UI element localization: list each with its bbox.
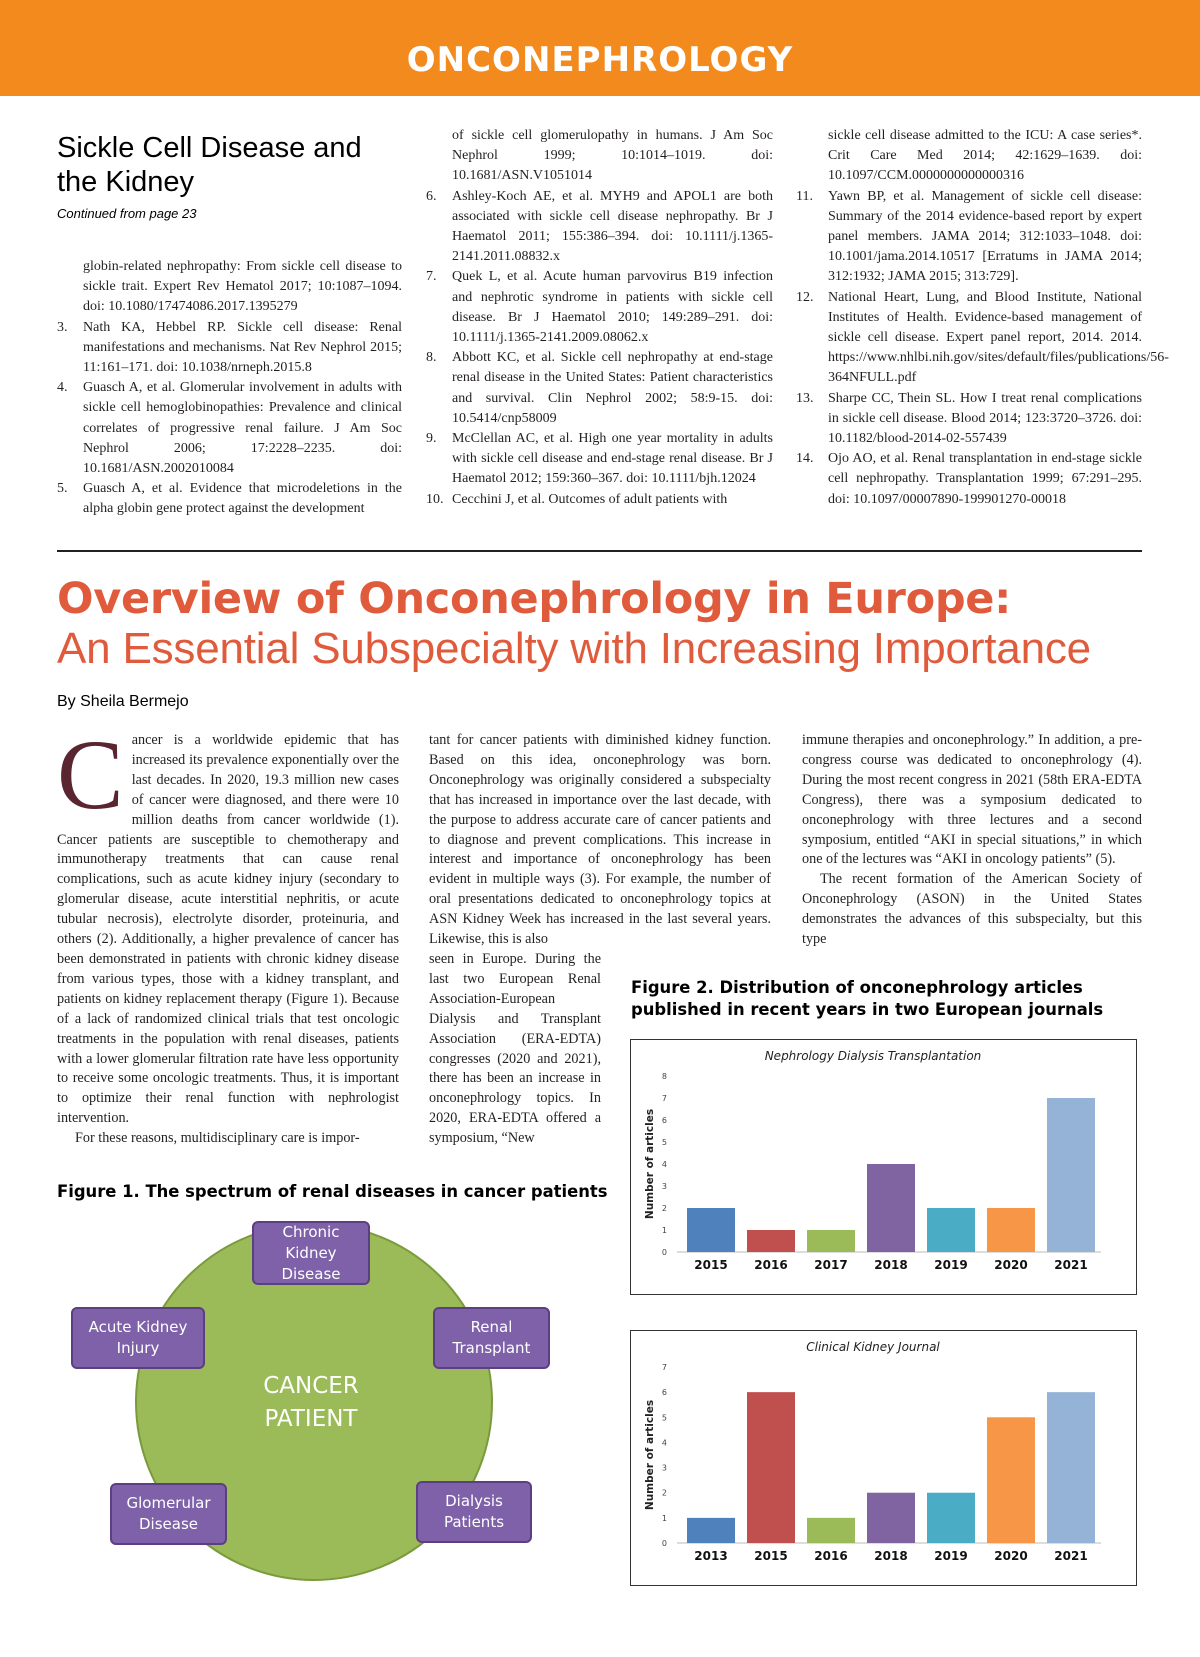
continued-article-title: Sickle Cell Disease and the Kidney bbox=[57, 132, 362, 198]
bar-2015 bbox=[687, 1208, 735, 1252]
body-paragraph: seen in Europe. During the last two European Renal Association-European Dialysis and Transplant Association (ERA-EDTA) congresses (2020 and 2021), there has been an increase in onconephrology topics. In 2020, ERA-EDTA offered a symposium, “New bbox=[429, 951, 601, 1147]
reference-text: Sharpe CC, Thein SL. How I treat renal complications in sickle cell disease. Blood 2014; 123:3720–3726. doi: 10.1182/blood-2014-02-557439 bbox=[828, 390, 1142, 447]
reference-text: Quek L, et al. Acute human parvovirus B19 infection and nephrotic syndrome in patients with sickle cell disease. Br J Haematol 2010; 149:289–291. doi: 10.1111/j.1365-2141.2009.08062.x bbox=[452, 269, 773, 346]
reference-text: of sickle cell glomerulopathy in humans. J Am Soc Nephrol 1999; 10:1014–1019. doi: 10.1681/ASN.V1051014 bbox=[452, 128, 773, 184]
chart-ndt bbox=[631, 1040, 1135, 1293]
reference-text: Yawn BP, et al. Management of sickle cell disease: Summary of the 2014 evidence-based report by expert panel members. JAMA 2014; 312:1033–1048. doi: 10.1001/jama.2014.10517 [Erratums in JAMA 2014; 312:1932; JAMA 2015; 313:729]. bbox=[828, 188, 1142, 285]
bar-2013 bbox=[687, 1518, 735, 1543]
y-tick-label: 6 bbox=[661, 1116, 667, 1125]
body-paragraph: ancer is a worldwide epidemic that has increased its prevalence exponentially over the last decades. In 2020, 19.3 million new cases of cancer were diagnosed, and there were 10 million deaths from cancer worldwide (1). Cancer patients are susceptible to chemotherapy and immunotherapy treatments that can cause renal complications, such as acute kidney injury (secondary to glomerular disease, acute interstitial nephritis, or acute tubular necrosis), electrolyte disorder, proteinuria, and others (2). Additionally, a higher prevalence of cancer has been demonstrated in patients with chronic kidney disease from various types, those with a kidney transplant, and patients on kidney replacement therapy (Figure 1). Because of a lack of randomized clinical trials that test oncologic treatments in the population with renal diseases, patients with a lower glomerular filtration rate have less opportunity to receive some oncologic treatments. Thus, it is important to optimize their renal function with nephrologist intervention. bbox=[57, 732, 399, 1127]
bar-2019 bbox=[927, 1208, 975, 1252]
x-tick-label: 2017 bbox=[814, 1258, 848, 1272]
x-tick-label: 2016 bbox=[814, 1549, 848, 1563]
x-tick-label: 2020 bbox=[994, 1258, 1028, 1272]
bar-2016 bbox=[807, 1518, 855, 1543]
banner-title: ONCONEPHROLOGY bbox=[406, 40, 794, 80]
x-tick-label: 2020 bbox=[994, 1549, 1028, 1563]
y-tick-label: 1 bbox=[661, 1226, 667, 1235]
figure-1-title: Figure 1. The spectrum of renal diseases in cancer patients bbox=[57, 1182, 608, 1201]
y-tick-label: 8 bbox=[661, 1072, 667, 1081]
y-tick-label: 4 bbox=[661, 1438, 667, 1448]
reference-number: 6. bbox=[426, 188, 437, 204]
reference-number: 3. bbox=[57, 319, 68, 335]
x-tick-label: 2021 bbox=[1054, 1549, 1088, 1563]
y-tick-label: 5 bbox=[661, 1138, 667, 1147]
reference-number: 8. bbox=[426, 350, 437, 366]
figure-2-title: Figure 2. Distribution of onconephrology articles published in recent years in two European journals bbox=[631, 978, 1104, 1019]
bar-2018 bbox=[867, 1493, 915, 1543]
reference-number: 10. bbox=[426, 491, 444, 507]
y-axis-label: Number of articles bbox=[644, 1108, 656, 1220]
article-subtitle: An Essential Subspecialty with Increasing Importance bbox=[57, 624, 1091, 673]
box-chronic-kidney-disease: Chronic Kidney Disease bbox=[252, 1221, 370, 1285]
reference-text: Cecchini J, et al. Outcomes of adult patients with bbox=[452, 491, 728, 507]
y-tick-label: 2 bbox=[661, 1488, 667, 1498]
x-tick-label: 2021 bbox=[1054, 1258, 1088, 1272]
reference-number: 13. bbox=[796, 390, 814, 406]
bar-2021 bbox=[1047, 1098, 1095, 1252]
reference-text: globin-related nephropathy: From sickle cell disease to sickle trait. Expert Rev Hematol 2017; 10:1087–1094. doi: 10.1080/17474086.2017.1395279 bbox=[83, 259, 402, 315]
chart-frame-ndt bbox=[630, 1039, 1137, 1295]
chart-frame-ckj bbox=[630, 1330, 1137, 1586]
box-glomerular-disease: Glomerular Disease bbox=[110, 1483, 227, 1545]
reference-number: 12. bbox=[796, 289, 814, 305]
continued-from-note: Continued from page 23 bbox=[57, 206, 197, 221]
x-tick-label: 2016 bbox=[754, 1258, 788, 1272]
y-tick-label: 4 bbox=[661, 1160, 667, 1169]
reference-text: Ojo AO, et al. Renal transplantation in end-stage sickle cell nephropathy. Transplantation 1999; 67:291–295. doi: 10.1097/00007890-199901270-00018 bbox=[828, 451, 1142, 507]
reference-text: sickle cell disease admitted to the ICU: A case series*. Crit Care Med 2014; 42:1629–1639. doi: 10.1097/CCM.0000000000000316 bbox=[828, 128, 1142, 184]
reference-number: 7. bbox=[426, 269, 437, 285]
bar-2020 bbox=[987, 1417, 1035, 1543]
box-acute-kidney-injury: Acute Kidney Injury bbox=[71, 1307, 205, 1369]
reference-text: Nath KA, Hebbel RP. Sickle cell disease: Renal manifestations and mechanisms. Nat Rev Nephrol 2015; 11:161–171. doi: 10.1038/nrneph.2015.8 bbox=[83, 319, 402, 376]
box-renal-transplant: Renal Transplant bbox=[433, 1307, 550, 1369]
y-tick-label: 2 bbox=[661, 1204, 667, 1213]
chart-ckj bbox=[631, 1331, 1135, 1584]
drop-cap: C bbox=[57, 719, 124, 830]
bar-2015 bbox=[747, 1392, 795, 1543]
x-tick-label: 2015 bbox=[694, 1258, 728, 1272]
x-tick-label: 2013 bbox=[694, 1549, 728, 1563]
bar-2020 bbox=[987, 1208, 1035, 1252]
x-tick-label: 2019 bbox=[934, 1549, 968, 1563]
reference-number: 9. bbox=[426, 431, 437, 447]
x-tick-label: 2019 bbox=[934, 1258, 968, 1272]
reference-text: National Heart, Lung, and Blood Institute, National Institutes of Health. Evidence-based management of sickle cell disease. Expert panel report, 2014. 2014. https://www.nhlbi.nih.gov/sites/default/files/publications/56-364NFULL.pdf bbox=[828, 289, 1169, 386]
reference-text: Guasch A, et al. Glomerular involvement in adults with sickle cell hemoglobinopathies: Prevalence and clinical correlates of progressive renal failure. J Am Soc Nephrol 2006; 17:2228–2235. doi: 10.1681/ASN.2002010084 bbox=[83, 380, 402, 477]
y-tick-label: 7 bbox=[661, 1094, 667, 1103]
reference-number: 4. bbox=[57, 380, 68, 396]
body-paragraph: immune therapies and onconephrology.” In addition, a pre-congress course was dedicated to onconephrology (4). During the most recent congress in 2021 (58th ERA-EDTA Congress), there was a symposium dedicated to onconephrology with three lectures and a second symposium, entitled “AKI in special situations,” in which one of the lectures was “AKI in oncology patients” (5). bbox=[802, 732, 1142, 868]
body-paragraph: For these reasons, multidisciplinary care is impor- bbox=[75, 1130, 360, 1147]
reference-number: 5. bbox=[57, 481, 68, 497]
y-tick-label: 3 bbox=[661, 1182, 667, 1191]
body-paragraph: tant for cancer patients with diminished kidney function. Based on this idea, onconephrology was born. Onconephrology was originally considered a subspecialty that has increased in importance over the last decade, with the purpose to address accurate care of cancer patients and to diagnose and prevent complications. This increase in interest and importance of onconephrology has been evident in multiple ways (3). For example, the number of oral presentations dedicated to onconephrology topics at ASN Kidney Week has increased in the last several years. Likewise, this is also bbox=[429, 732, 771, 948]
reference-text: Ashley-Koch AE, et al. MYH9 and APOL1 are both associated with sickle cell disease nephropathy. Br J Haematol 2011; 155:386–394. doi: 10.1111/j.1365-2141.2011.08832.x bbox=[452, 188, 773, 265]
y-tick-label: 0 bbox=[661, 1248, 667, 1257]
reference-text: Abbott KC, et al. Sickle cell nephropathy at end-stage renal disease in the United States: Patient characteristics and survival. Clin Nephrol 2002; 58:9-15. doi: 10.5414/cnp58009 bbox=[452, 350, 773, 426]
bar-2018 bbox=[867, 1164, 915, 1252]
y-tick-label: 6 bbox=[661, 1388, 667, 1398]
bar-2017 bbox=[807, 1230, 855, 1252]
bar-2016 bbox=[747, 1230, 795, 1252]
article-title: Overview of Onconephrology in Europe: bbox=[57, 574, 1012, 624]
reference-number: 11. bbox=[796, 188, 813, 204]
reference-number: 14. bbox=[796, 451, 814, 467]
box-dialysis-patients: Dialysis Patients bbox=[416, 1481, 532, 1543]
y-axis-label: Number of articles bbox=[644, 1399, 656, 1511]
y-tick-label: 7 bbox=[661, 1363, 667, 1372]
reference-text: McClellan AC, et al. High one year mortality in adults with sickle cell disease and end-stage renal disease. Br J Haematol 2012; 159:360–367. doi: 10.1111/bjh.12024 bbox=[452, 431, 773, 487]
y-tick-label: 0 bbox=[661, 1539, 667, 1548]
byline: By Sheila Bermejo bbox=[57, 693, 189, 710]
y-tick-label: 5 bbox=[661, 1413, 667, 1423]
x-tick-label: 2015 bbox=[754, 1549, 788, 1563]
x-tick-label: 2018 bbox=[874, 1549, 908, 1563]
y-tick-label: 3 bbox=[661, 1463, 667, 1473]
bar-2021 bbox=[1047, 1392, 1095, 1543]
cancer-patient-label: CANCER PATIENT bbox=[263, 1373, 359, 1432]
chart-title: Nephrology Dialysis Transplantation bbox=[764, 1049, 982, 1063]
chart-title: Clinical Kidney Journal bbox=[806, 1340, 940, 1354]
reference-text: Guasch A, et al. Evidence that microdeletions in the alpha globin gene protect against the development bbox=[83, 481, 402, 517]
x-tick-label: 2018 bbox=[874, 1258, 908, 1272]
body-paragraph: The recent formation of the American Society of Onconephrology (ASON) in the United States demonstrates the advances of this subspecialty, but this type bbox=[802, 871, 1142, 948]
bar-2019 bbox=[927, 1493, 975, 1543]
y-tick-label: 1 bbox=[661, 1513, 667, 1523]
